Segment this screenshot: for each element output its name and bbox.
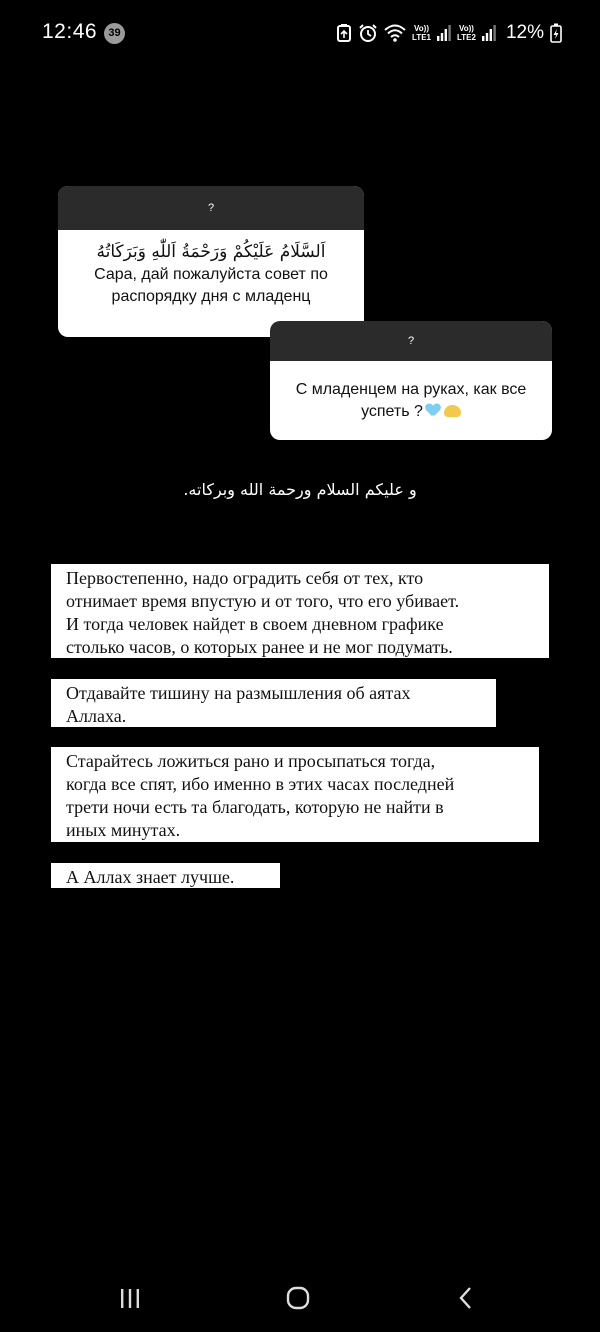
status-icons [336,18,562,48]
recents-icon [118,1286,142,1310]
question-arabic-greeting: اَلسَّلَامُ عَلَيْكُمْ وَرَحْمَةُ اَللّٰهِ وَبَرَكَاتُهُ [96,242,326,262]
question-card[interactable] [58,186,364,337]
back-icon [454,1286,478,1310]
status-bar [0,0,600,66]
recycle-icon [336,24,352,42]
question-text: С младенцем на руках, как все успеть ? [295,381,527,420]
answer-text-block: Старайтесь ложиться рано и просыпаться тогда, когда все спят, ибо именно в этих часах последней трети ночи есть та благодать, которую не найти в иных минутах. [51,747,539,842]
recents-button[interactable] [108,1276,152,1320]
battery-percent: 12% [505,22,544,43]
notification-count-badge: 39 [104,23,125,44]
question-card[interactable] [270,321,552,440]
signal-icon [437,25,451,41]
sim1-lte-label: Vo)) LTE1 [412,24,431,42]
answer-text-block: Первостепенно, надо оградить себя от тех, кто отнимает время впустую и от того, что его убивает. И тогда человек найдет в своем дневном графике столько часов, о которых ранее и не мог подумать. [51,564,549,658]
answer-text-block: А Аллах знает лучше. [51,863,280,888]
light-blue-heart-emoji-icon [426,404,440,417]
reply-greeting: و عليكم السلام ورحمة الله وبركاته. [183,480,417,499]
alarm-icon [358,23,378,43]
heart-hands-emoji-icon [444,405,461,417]
status-time: 12:46 [42,20,98,43]
question-card-header: ? [58,186,364,230]
navigation-bar [0,1262,600,1332]
question-text: Сара, дай пожалуйста совет по распорядку дня с младенц [94,266,328,305]
answer-text-block: Отдавайте тишину на размышления об аятах Аллаха. [51,679,496,727]
battery-charging-icon [550,23,562,43]
question-card-body [270,361,552,423]
sim2-lte-label: Vo)) LTE2 [457,24,476,42]
home-icon [285,1285,311,1311]
wifi-icon [384,24,406,42]
signal-icon [482,25,496,41]
back-button[interactable] [444,1276,488,1320]
question-card-header: ? [270,321,552,361]
home-button[interactable] [276,1276,320,1320]
question-card-body [58,230,364,308]
